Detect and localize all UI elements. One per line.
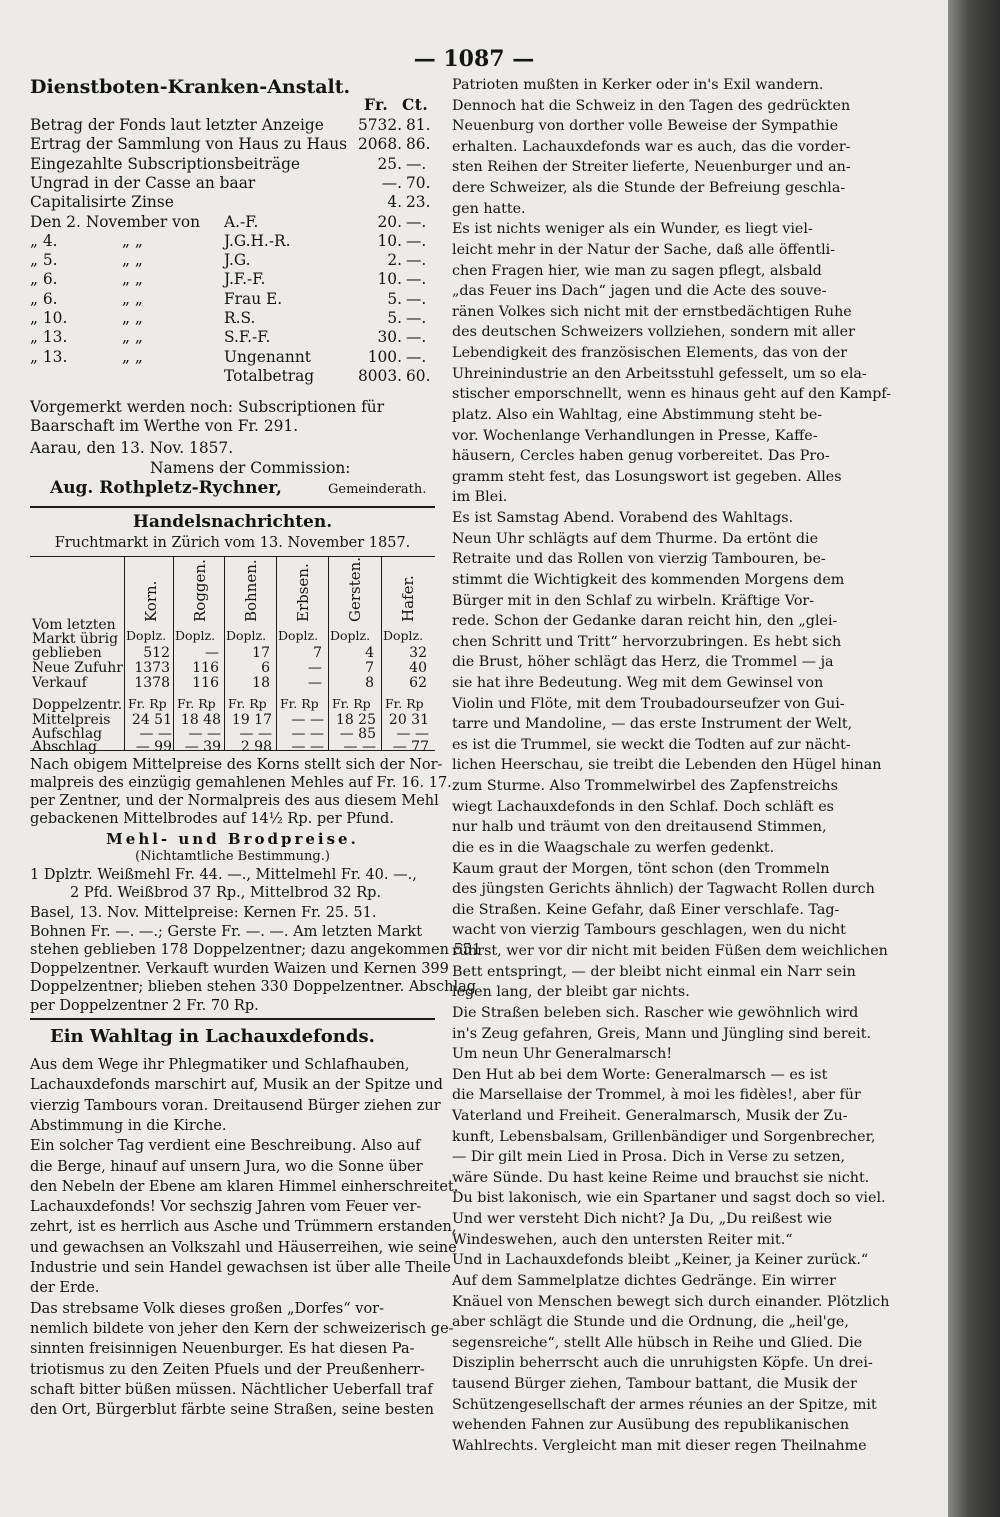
article-line: stimmt die Wichtigkeit des kommenden Morgens dem bbox=[452, 571, 845, 588]
article-line: in's Zeug gefahren, Greis, Mann und Jüngling sind bereit. bbox=[452, 1025, 872, 1042]
basel-line: Doppelzentner. Verkauft wurden Waizen und Kernen 399 bbox=[30, 960, 449, 977]
fund-row-cents: —. bbox=[406, 154, 427, 173]
article-line: Es ist nichts weniger als ein Wunder, es liegt viel- bbox=[452, 221, 813, 238]
fund-row-label: „ 5. bbox=[30, 251, 58, 270]
grain-value: — bbox=[205, 645, 219, 661]
fund-row-francs: 2068. bbox=[357, 135, 402, 154]
price-unit: Fr. Rp bbox=[228, 696, 267, 711]
price-unit: Fr. Rp bbox=[385, 696, 424, 711]
grain-unit: Doplz. bbox=[175, 628, 216, 643]
article-line: Aus dem Wege ihr Phlegmatiker und Schlafhauben, bbox=[30, 1057, 410, 1073]
fund-row-cents: 86. bbox=[406, 135, 431, 154]
article-line: sinnten freisinnigen Neuenburger. Es hat diesen Pa- bbox=[30, 1341, 415, 1358]
fund-row-label: Eingezahlte Subscriptionsbeiträge bbox=[30, 154, 301, 173]
table-rule bbox=[30, 556, 435, 557]
article-line: Neuenburg von dorther volle Beweise der Sympathie bbox=[452, 118, 839, 135]
price-label: Doppelzentr. bbox=[32, 697, 123, 713]
fund-row-cents: —. bbox=[406, 270, 427, 289]
page-edge-shadow bbox=[948, 0, 1000, 1517]
fund-place-date: Aarau, den 13. Nov. 1857. bbox=[30, 439, 234, 457]
article-line: wehenden Fahnen zur Ausübung des republikanischen bbox=[452, 1417, 850, 1434]
price-value: — 85 bbox=[339, 725, 376, 742]
fund-row-donor: Totalbetrag bbox=[224, 366, 315, 385]
article-line: es ist die Trummel, sie weckt die Todten auf zur nächt- bbox=[452, 736, 851, 753]
price-value: — — bbox=[291, 725, 324, 742]
article-line: den Nebeln der Ebene am klaren Himmel einherschreitet. bbox=[30, 1178, 459, 1195]
article-line: vierzig Tambours voran. Dreitausend Bürger ziehen zur bbox=[30, 1097, 441, 1114]
price-row-label: Aufschlag bbox=[32, 725, 103, 742]
basel-line: Bohnen Fr. —. —.; Gerste Fr. —. —. Am letzten Markt bbox=[30, 923, 423, 940]
price-value: — — bbox=[239, 725, 272, 742]
fund-row-ditto: „ „ bbox=[122, 270, 143, 289]
fund-row-cents: —. bbox=[406, 212, 427, 231]
fund-row-donor: Frau E. bbox=[224, 289, 283, 308]
article-line: des jüngsten Gerichts ähnlich) der Tagwacht Rollen durch bbox=[452, 881, 875, 898]
fund-row-label: Betrag der Fonds laut letzter Anzeige bbox=[30, 116, 324, 134]
article-line: Lachauxdefonds marschirt auf, Musik an der Spitze und bbox=[30, 1077, 443, 1094]
price-value: 19 17 bbox=[231, 712, 272, 728]
fund-row-donor: J.G.H.-R. bbox=[224, 231, 291, 250]
table-column-rule bbox=[124, 556, 125, 750]
fund-row-label: „ 6. bbox=[30, 270, 58, 289]
price-value: 20 31 bbox=[388, 712, 429, 728]
fund-row-francs: 25. bbox=[377, 154, 402, 173]
fund-row-ditto: „ „ bbox=[122, 289, 143, 308]
price-value: 18 25 bbox=[335, 712, 376, 728]
article-line: stischer emporschnellt, wenn es hinaus geht auf den Kampf- bbox=[452, 386, 892, 403]
grain-value: 7 bbox=[313, 645, 322, 661]
article-line: gen hatte. bbox=[452, 200, 526, 217]
article-line: tausend Bürger ziehen, Tambour battant, die Musik der bbox=[452, 1376, 857, 1393]
fund-commission: Namens der Commission: bbox=[150, 459, 351, 477]
basel-line: stehen geblieben 178 Doppelzentner; dazu angekommen 551 bbox=[30, 942, 482, 959]
fund-row-label: Ungrad in der Casse an baar bbox=[30, 173, 256, 192]
fund-row-cents: —. bbox=[406, 251, 427, 270]
article-line: rührst, wer vor dir nicht mit beiden Füßen dem weichlichen bbox=[452, 943, 888, 960]
table-column-rule bbox=[381, 556, 382, 750]
article-line: Und in Lachauxdefonds bleibt „Keiner, ja Keiner zurück.“ bbox=[452, 1252, 869, 1269]
article-line: Bett entspringt, — der bleibt nicht einmal ein Narr sein bbox=[452, 963, 856, 980]
article-line: des deutschen Schweizers vollziehen, sondern mit aller bbox=[452, 324, 855, 341]
article-line: ränen Volkes sich nicht mit der ernstbedächtigen Ruhe bbox=[452, 303, 852, 320]
fund-row-label: „ 13. bbox=[30, 347, 68, 366]
page-number: — 1087 — bbox=[413, 46, 535, 72]
fund-signer: Aug. Rothpletz-Rychner, bbox=[50, 478, 282, 498]
fund-row-donor: J.F.-F. bbox=[224, 270, 266, 289]
grain-value: 40 bbox=[409, 660, 427, 676]
article-line: die Brust, höher schlägt das Herz, die Trommel — ja bbox=[452, 654, 834, 671]
grain-col-header: Erbsen. bbox=[294, 563, 312, 622]
article-line: triotismus zu den Zeiten Pfuels und der Preußenherr- bbox=[30, 1361, 425, 1378]
article-line: gramm steht fest, das Losungswort ist gegeben. Alles bbox=[452, 468, 842, 485]
section-rule bbox=[30, 506, 435, 508]
article-line: und gewachsen an Volkszahl und Häuserreihen, wie seine bbox=[30, 1239, 457, 1256]
article-line: Patrioten mußten in Kerker oder in's Exil wandern. bbox=[452, 77, 824, 93]
article-line: rede. Schon der Gedanke daran reicht hin, den „glei- bbox=[452, 613, 838, 630]
article-line: Abstimmung in die Kirche. bbox=[30, 1117, 227, 1134]
article-line: Windeswehen, auch den untersten Reiter mit.“ bbox=[452, 1231, 793, 1248]
article-line: „das Feuer ins Dach“ jagen und die Acte des souve- bbox=[452, 283, 827, 300]
grain-col-header: Bohnen. bbox=[242, 559, 260, 622]
fund-row-label: „ 10. bbox=[30, 309, 68, 327]
article-line: dere Schweizer, als die Stunde der Befreiung geschla- bbox=[452, 180, 846, 197]
article-line: zehrt, ist es herrlich aus Asche und Trümmern erstanden, bbox=[30, 1219, 457, 1236]
market-title: Fruchtmarkt in Zürich vom 13. November 1857. bbox=[54, 535, 411, 551]
article-line: lichen Heerschau, sie treibt die Lebenden den Hügel hinan bbox=[452, 757, 882, 774]
grain-value: 32 bbox=[409, 645, 427, 661]
article-line: im Blei. bbox=[452, 489, 508, 506]
price-value: — 99 bbox=[135, 739, 172, 755]
article-line: Ein solcher Tag verdient eine Beschreibung. Also auf bbox=[30, 1138, 421, 1155]
article-line: — Dir gilt mein Lied in Prosa. Dich in Verse zu setzen, bbox=[452, 1149, 846, 1166]
article-line: wiegt Lachauxdefonds in den Schlaf. Doch schläft es bbox=[452, 798, 835, 815]
fund-row-francs: 2. bbox=[387, 251, 402, 270]
article-line: wäre Sünde. Du hast keine Reime und brauchst sie nicht. bbox=[452, 1169, 870, 1186]
fund-row-cents: —. bbox=[406, 309, 427, 327]
fund-row-francs: 5. bbox=[387, 309, 402, 327]
grain-value: 4 bbox=[365, 645, 374, 661]
table-column-rule bbox=[276, 556, 277, 750]
fund-row-francs: 10. bbox=[377, 270, 402, 289]
article-line: Uhreinindustrie an den Arbeitsstuhl gefesselt, um so ela- bbox=[452, 365, 867, 382]
grain-value: — bbox=[308, 675, 322, 691]
price-value: — — bbox=[188, 725, 221, 742]
fund-row-francs: 4. bbox=[387, 193, 402, 212]
price-value: — 39 bbox=[184, 739, 221, 755]
article-line: Wahlrechts. Vergleicht man mit dieser regen Theilnahme bbox=[452, 1437, 867, 1454]
article-line: wacht von vierzig Tambours geschlagen, wen du nicht bbox=[452, 922, 846, 939]
article-line: Knäuel von Menschen bewegt sich durch einander. Plötzlich bbox=[452, 1293, 890, 1310]
price-value: — — bbox=[291, 739, 324, 755]
fund-row-francs: 20. bbox=[377, 212, 402, 231]
flour-title: Mehl- und Brodpreise. bbox=[106, 830, 359, 848]
article-line: platz. Also ein Wahltag, eine Abstimmung steht be- bbox=[452, 406, 823, 423]
price-value: 18 48 bbox=[180, 712, 221, 728]
grain-row-label: Vom letzten bbox=[32, 617, 116, 633]
fund-row-cents: 60. bbox=[406, 366, 431, 385]
fund-col-ct: Ct. bbox=[402, 96, 429, 114]
price-value: 24 51 bbox=[131, 712, 172, 728]
article-line: erhalten. Lachauxdefonds war es auch, das die vorder- bbox=[452, 138, 851, 155]
fund-row-cents: 70. bbox=[406, 173, 431, 192]
grain-row-label: Verkauf bbox=[32, 675, 87, 691]
grain-col-header: Korn. bbox=[142, 580, 160, 622]
article-line: Industrie und sein Handel gewachsen ist über alle Theile bbox=[30, 1260, 451, 1276]
grain-table bbox=[30, 556, 435, 755]
fund-title: Dienstboten-Kranken-Anstalt. bbox=[30, 76, 351, 98]
grain-unit: Doplz. bbox=[330, 628, 371, 643]
flour-line: 1 Dplztr. Weißmehl Fr. 44. —., Mittelmehl Fr. 40. —., bbox=[30, 867, 417, 883]
grain-note-line: per Zentner, und der Normalpreis des aus diesem Mehl bbox=[30, 793, 439, 809]
fund-row-ditto: „ „ bbox=[122, 251, 143, 270]
article-title: Ein Wahltag in Lachauxdefonds. bbox=[50, 1026, 375, 1047]
grain-value: 116 bbox=[192, 675, 219, 691]
price-value: — 77 bbox=[392, 739, 429, 755]
article-line: Lebendigkeit des französischen Elements, das von der bbox=[452, 345, 848, 362]
fund-row-francs: 8003. bbox=[357, 366, 402, 385]
price-unit: Fr. Rp bbox=[177, 696, 216, 711]
price-value: — — bbox=[396, 725, 429, 742]
article-line: die es in die Waagschale zu werfen gedenkt. bbox=[452, 839, 775, 856]
grain-note-line: gebackenen Mittelbrodes auf 14½ Rp. per Pfund. bbox=[30, 811, 394, 827]
article-line: die Straßen. Keine Gefahr, daß Einer verschlafe. Tag- bbox=[452, 901, 840, 918]
grain-value: 17 bbox=[252, 645, 270, 661]
fund-row-ditto: „ „ bbox=[122, 347, 143, 366]
grain-value: 116 bbox=[192, 660, 219, 676]
article-line: Das strebsame Volk dieses großen „Dorfes“ vor- bbox=[30, 1300, 385, 1317]
article-line: Vaterland und Freiheit. Generalmarsch, Musik der Zu- bbox=[452, 1108, 848, 1124]
grain-value: 7 bbox=[365, 660, 374, 676]
fund-row-label: Ertrag der Sammlung von Haus zu Haus bbox=[30, 135, 348, 154]
article-line: Violin und Flöte, mit dem Troubadourseufzer von Gui- bbox=[452, 695, 845, 712]
grain-row-label: Markt übrig bbox=[32, 631, 119, 647]
article-line: die Berge, hinauf auf unsern Jura, wo die Sonne über bbox=[30, 1158, 423, 1175]
grain-value: 8 bbox=[365, 675, 374, 691]
fund-row-francs: 5. bbox=[387, 289, 402, 308]
fund-row-cents: 81. bbox=[406, 116, 431, 134]
article-line: Schützengesellschaft der armes réunies an der Spitze, mit bbox=[452, 1396, 877, 1413]
table-column-rule bbox=[328, 556, 329, 750]
basel-line: Basel, 13. Nov. Mittelpreise: Kernen Fr. 25. 51. bbox=[30, 905, 377, 921]
article-line: nur halb und träumt von den dreitausend Stimmen, bbox=[452, 819, 827, 836]
article-line: häusern, Cercles haben genug vorbereitet. Das Pro- bbox=[452, 448, 830, 465]
article-line: Lachauxdefonds! Vor sechszig Jahren vom Feuer ver- bbox=[30, 1199, 422, 1216]
article-line: vor. Wochenlange Verhandlungen in Presse, Kaffe- bbox=[452, 427, 818, 444]
article-line: der Erde. bbox=[30, 1280, 100, 1297]
table-column-rule bbox=[173, 556, 174, 750]
fund-row-francs: 100. bbox=[367, 347, 402, 366]
fund-row-donor: J.G. bbox=[224, 251, 251, 270]
article-line: chen Fragen hier, wie man zu sagen pflegt, alsbald bbox=[452, 262, 822, 279]
article-line: Und wer versteht Dich nicht? Ja Du, „Du reißest wie bbox=[452, 1211, 833, 1228]
fund-row-donor: S.F.-F. bbox=[224, 328, 271, 347]
basel-line: per Doppelzentner 2 Fr. 70 Rp. bbox=[30, 998, 259, 1014]
article-line: tarre und Mandoline, — das erste Instrument der Welt, bbox=[452, 716, 853, 733]
fund-row-cents: 23. bbox=[406, 193, 431, 212]
grain-value: — bbox=[308, 660, 322, 676]
fund-row-donor: Ungenannt bbox=[224, 347, 311, 366]
fund-row-label: Capitalisirte Zinse bbox=[30, 193, 174, 212]
fund-row-ditto: „ „ bbox=[122, 231, 143, 250]
article-line: Dennoch hat die Schweiz in den Tagen des gedrückten bbox=[452, 97, 851, 114]
grain-unit: Doplz. bbox=[278, 628, 319, 643]
fund-row-ditto: „ „ bbox=[122, 309, 143, 327]
fund-row-label: „ 4. bbox=[30, 231, 58, 250]
article-line: nemlich bildete von jeher den Kern der schweizerisch ge- bbox=[30, 1320, 454, 1337]
fund-row-donor: A.-F. bbox=[224, 212, 259, 231]
article-line: schaft bitter büßen müssen. Nächtlicher Ueberfall traf bbox=[30, 1381, 433, 1398]
grain-note-line: malpreis des einzügig gemahlenen Mehles auf Fr. 16. 17. bbox=[30, 775, 452, 791]
price-unit: Fr. Rp bbox=[280, 696, 319, 711]
article-line: Die Straßen beleben sich. Rascher wie gewöhnlich wird bbox=[452, 1004, 859, 1021]
fund-row-francs: 10. bbox=[377, 231, 402, 250]
section-rule bbox=[30, 1018, 435, 1020]
grain-col-header: Hafer. bbox=[399, 575, 417, 622]
article-line: die Marsellaise der Trommel, à moi les fidèles!, aber für bbox=[452, 1087, 861, 1104]
fund-row-francs: 30. bbox=[377, 328, 402, 347]
fund-row-francs: 5732. bbox=[357, 116, 402, 134]
article-line: zum Sturme. Also Trommelwirbel des Zapfenstreichs bbox=[452, 778, 838, 795]
article-line: Es ist Samstag Abend. Vorabend des Wahltags. bbox=[452, 510, 794, 527]
article-line: leicht mehr in der Natur der Sache, daß alle öffentli- bbox=[452, 241, 836, 258]
grain-note-line: Nach obigem Mittelpreise des Korns stellt sich der Nor- bbox=[30, 757, 443, 773]
grain-unit: Doplz. bbox=[226, 628, 267, 643]
article-line: Auf dem Sammelplatze dichtes Gedränge. Ein wirrer bbox=[452, 1272, 836, 1289]
grain-value: 62 bbox=[409, 675, 427, 691]
grain-value: 1378 bbox=[134, 675, 170, 691]
grain-col-header: Gersten. bbox=[346, 556, 364, 622]
article-line: segensreiche“, stellt Alle hübsch in Reihe und Glied. Die bbox=[452, 1334, 863, 1351]
article-line: Retraite und das Rollen von vierzig Tambouren, be- bbox=[452, 551, 826, 568]
flour-subtitle: (Nichtamtliche Bestimmung.) bbox=[135, 849, 330, 864]
price-value: — — bbox=[291, 712, 324, 728]
grain-col-header: Roggen. bbox=[191, 559, 209, 622]
price-row-label: Mittelpreis bbox=[32, 712, 111, 728]
article-line: Kaum graut der Morgen, tönt schon (den Trommeln bbox=[452, 860, 830, 877]
grain-unit: Doplz. bbox=[126, 628, 167, 643]
fund-row-cents: —. bbox=[406, 347, 427, 366]
fund-row-label: „ 6. bbox=[30, 289, 58, 308]
price-unit: Fr. Rp bbox=[128, 696, 167, 711]
fund-row-cents: —. bbox=[406, 328, 427, 347]
article-line: den Ort, Bürgerblut färbte seine Straßen, seine besten bbox=[30, 1402, 434, 1419]
trade-title: Handelsnachrichten. bbox=[132, 512, 333, 532]
fund-row-ditto: „ „ bbox=[122, 328, 143, 347]
price-value: — — bbox=[343, 739, 376, 755]
article-line: Du bist lakonisch, wie ein Spartaner und sagst doch so viel. bbox=[452, 1190, 886, 1207]
grain-value: 1373 bbox=[134, 660, 170, 676]
grain-value: 6 bbox=[261, 660, 270, 676]
article-line: sie hat ihre Bedeutung. Weg mit dem Gewinsel von bbox=[452, 674, 824, 691]
article-line: chen Schritt und Tritt“ hervorzubringen. Es hebt sich bbox=[452, 633, 842, 650]
table-column-rule bbox=[224, 556, 225, 750]
grain-value: 512 bbox=[143, 645, 170, 661]
article-line: Disziplin beherrscht auch die unruhigsten Köpfe. Un drei- bbox=[452, 1355, 873, 1372]
article-line: Um neun Uhr Generalmarsch! bbox=[452, 1046, 673, 1063]
article-line: aber schlägt die Stunde und die Ordnung, die „heil'ge, bbox=[452, 1314, 849, 1331]
grain-value: 18 bbox=[252, 675, 270, 691]
grain-unit: Doplz. bbox=[383, 628, 424, 643]
fund-row-donor: R.S. bbox=[224, 309, 256, 327]
fund-col-fr: Fr. bbox=[364, 96, 389, 114]
grain-row-label: geblieben bbox=[32, 645, 102, 661]
fund-note-line: Baarschaft im Werthe von Fr. 291. bbox=[30, 417, 299, 435]
article-line: Den Hut ab bei dem Worte: Generalmarsch — es ist bbox=[452, 1066, 828, 1083]
grain-row-label: Neue Zufuhr bbox=[32, 660, 123, 676]
flour-line: 2 Pfd. Weißbrod 37 Rp., Mittelbrod 32 Rp. bbox=[70, 885, 382, 901]
article-line: Bürger mit in den Schlaf zu wirbeln. Kräftige Vor- bbox=[452, 592, 815, 609]
price-value: 2 98 bbox=[240, 739, 272, 755]
price-unit: Fr. Rp bbox=[332, 696, 371, 711]
fund-row-cents: —. bbox=[406, 231, 427, 250]
article-line: sten Reihen der Streiter lieferte, Neuenburger und an- bbox=[452, 159, 851, 176]
fund-row-label: „ 13. bbox=[30, 328, 68, 347]
article-line: legen lang, der bleibt gar nichts. bbox=[452, 984, 690, 1001]
article-line: kunft, Lebensbalsam, Grillenbändiger und Sorgenbrecher, bbox=[452, 1128, 876, 1145]
basel-line: Doppelzentner; blieben stehen 330 Doppelzentner. Abschlag bbox=[30, 979, 477, 996]
price-row-label: Abschlag bbox=[32, 739, 97, 755]
fund-row-cents: —. bbox=[406, 289, 427, 308]
fund-row-francs: —. bbox=[381, 173, 402, 192]
fund-signer-role: Gemeinderath. bbox=[328, 482, 427, 497]
fund-row-label: Den 2. November von bbox=[30, 212, 201, 231]
price-value: — — bbox=[139, 725, 172, 742]
fund-note-line: Vorgemerkt werden noch: Subscriptionen für bbox=[30, 398, 385, 416]
article-line: Neun Uhr schlägts auf dem Thurme. Da ertönt die bbox=[452, 530, 819, 547]
